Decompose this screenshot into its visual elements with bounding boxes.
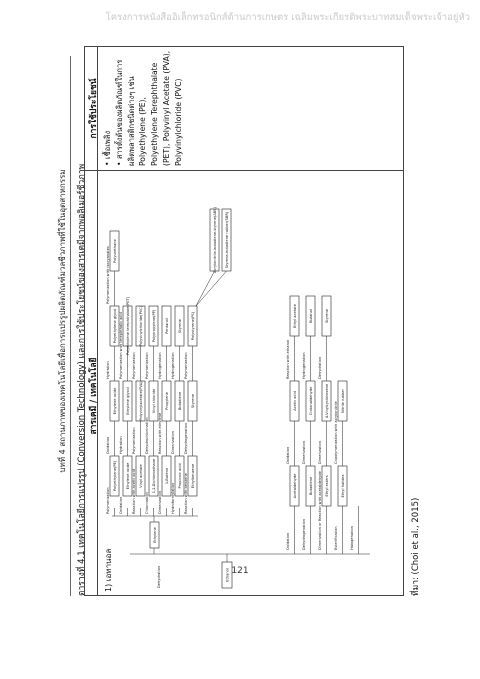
edge	[196, 271, 227, 306]
node-extra-1-label: Styrene-butadiene rubber(SBR)	[224, 211, 229, 269]
node-6-a-label: Ethylbenzene	[190, 463, 195, 489]
header-benefits: การใช้ประโยชน์	[89, 78, 99, 139]
process-label: Polymerization with terephthalic acid	[119, 312, 124, 379]
process-label: Reaction with ethanol	[286, 339, 291, 379]
process-dehydration: Dehydration	[157, 565, 161, 588]
header-chemical-technology: สารเคมี / เทคโนโลยี	[89, 357, 99, 435]
process-label: Polymerization with isocyanates	[106, 246, 111, 304]
process-label: Oxidation	[286, 532, 291, 550]
lower-node-0-b-label: Acetic acid	[292, 391, 297, 411]
process-label: Hydration	[119, 436, 124, 454]
process-label: Reaction with ethylene	[158, 412, 163, 454]
node-0-d-label: Polyurethane	[112, 239, 117, 263]
node-extra-0-label: Acrylonitrile-butadiene-styrene(ABS)	[212, 207, 217, 273]
process-label: Oxidation	[286, 446, 291, 464]
table-caption: ตารางที่ 4.1 เทคโนโลยีการแปรรูป (Conversion Technology) และการใช้ประโยชน์ของสารเคมีจากพอลิเมอร์ชีวภาพ	[77, 163, 87, 596]
node-6-c-label: Polystyrene(PS)	[190, 311, 195, 341]
process-label: Polymerization	[132, 352, 137, 379]
process-label: Esterification	[334, 526, 339, 550]
lower-node-3-a-label: Ethyl halides	[340, 474, 345, 498]
node-0-b-label: Ethylene oxide	[112, 387, 117, 415]
page-number: 121	[231, 566, 249, 576]
chapter-title: บทที่ 4 สถานภาพของเทคโนโลยีเพื่อการแปรรูปผลิตภัณฑ์มวลชีวภาพที่ใช้ในอุตสาหกรรม	[58, 169, 67, 473]
benefit-line: ผลิตพลาสติกชนิดต่างๆ เช่น	[126, 76, 136, 166]
lower-node-0-a-label: Acetaldehyde	[292, 473, 297, 499]
benefit-line: (PET), Polyvinyl Acetate (PVA),	[161, 50, 171, 166]
process-label: Hydration	[106, 361, 111, 379]
row-label-ethanol: 1) เอทานอล	[104, 548, 113, 592]
node-ethanol-label: Ethanol	[225, 568, 230, 582]
benefit-line: • สารตั้งต้นของผลิตภัณฑ์ในการ	[114, 59, 124, 166]
process-label: Polymerization	[106, 487, 111, 514]
lower-node-2-b-label: 4-Vinylcyclohexene	[324, 383, 329, 419]
benefit-line: • เชื้อเพลิง	[103, 130, 112, 166]
process-label: Hydrogenation	[302, 352, 307, 379]
process-label: Hydrogenation	[158, 352, 163, 379]
node-4-c-label: Pentanol	[164, 318, 169, 334]
lower-node-3-b-label: Nitrile rubber	[340, 389, 345, 413]
process-label: Hydroformylation	[171, 482, 176, 514]
node-4-b-label: Propylene	[164, 392, 169, 410]
node-0-c-label: Polyethylene glycol	[112, 308, 117, 344]
source-note: ที่มา: (Choi et al., 2015)	[411, 497, 421, 596]
node-3-b-label: Vinyl chloride	[151, 388, 156, 414]
lower-node-1-a-label: Butadiene	[308, 476, 313, 496]
process-label: Oxidation	[119, 496, 124, 514]
node-1-c-label: Polyethylene terephthalate(PET)	[125, 296, 130, 356]
node-3-c-label: Polypropylene(PP)	[151, 309, 156, 343]
benefit-line: Polyethylene Terephthalate	[150, 62, 160, 166]
node-3-a-label: 1,2-Dichloroethane	[151, 458, 156, 494]
watermark: โครงการหนังสืออิเล็กทรอนิกส์ด้านการเกษตร เฉลิมพระเกียรติพระบาทสมเด็จพระเจ้าอยู่หัว	[105, 12, 470, 23]
node-1-b-label: Ethylene glycol	[125, 387, 130, 415]
process-label: Dimerization or Reaction with acetaldehyde	[318, 471, 323, 550]
node-6-b-label: Styrene	[190, 394, 195, 408]
benefit-line: Polyethylene (PE),	[138, 97, 148, 166]
process-label: Polymerization	[184, 352, 189, 379]
node-4-a-label: 1-Butene	[164, 467, 169, 485]
node-5-b-label: Butadiene	[177, 391, 182, 411]
process-label: Chlorination	[145, 492, 150, 514]
process-label: Dimerization	[318, 441, 323, 464]
process-label: Dimerization	[158, 491, 163, 514]
node-1-a-label: Ethylene oxide	[125, 462, 130, 490]
node-2-c-label: Polyvinylchloride(PVC)	[138, 305, 143, 347]
node-2-b-label: Polyvinylacetate(PVA)	[138, 381, 143, 421]
node-ethylene-label: Ethylene	[152, 527, 157, 543]
process-label: Dehydration	[318, 356, 323, 379]
node-5-c-label: Styrene	[177, 319, 182, 333]
edge	[196, 271, 215, 306]
process-label: Hydrogenation	[171, 352, 176, 379]
lower-node-2-a-label: Ethyl esters	[324, 475, 329, 497]
process-label: Reaction with benzene	[184, 473, 189, 514]
process-label: Copolymerization with acrylonitrile	[334, 401, 339, 464]
node-0-a-label: Polyethylene(PE)	[112, 460, 117, 492]
process-label: Polymerization	[132, 427, 137, 454]
process-label: Reaction with acetic acid	[132, 469, 137, 514]
process-label: Dimerization	[171, 431, 176, 454]
benefit-line: Polyvinylchloride (PVC)	[173, 78, 183, 166]
process-label: Oxidation	[106, 436, 111, 454]
node-2-a-label: Vinyl acetate	[138, 464, 143, 488]
rotated-page	[0, 26, 480, 636]
process-label: Halogenation	[350, 526, 355, 550]
lower-node-0-c-label: Ethyl acetate	[292, 304, 297, 328]
lower-node-1-b-label: Crotonaldehyde	[308, 386, 313, 416]
process-label: Polymerization	[145, 352, 150, 379]
lower-node-2-c-label: Styrene	[324, 309, 329, 323]
process-label: Dehydrochlorination	[145, 417, 150, 454]
node-5-a-label: Propionic acid	[177, 463, 182, 489]
lower-node-1-c-label: Butanol	[308, 309, 313, 323]
process-label: Dehydrogenation	[184, 422, 189, 454]
process-label: Dehydrogenation	[302, 518, 307, 550]
process-label: Dimerization	[302, 441, 307, 464]
